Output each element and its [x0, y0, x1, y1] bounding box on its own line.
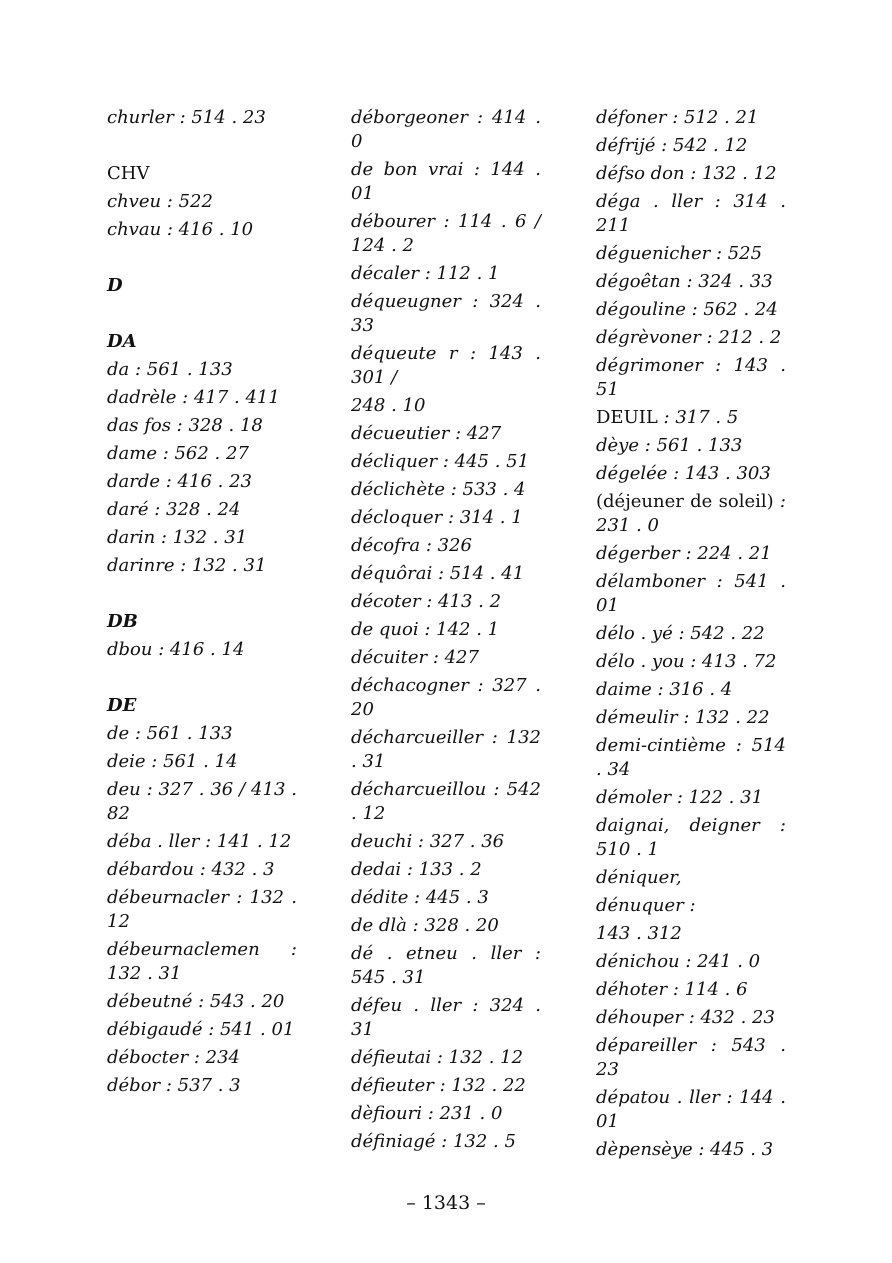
index-entry: déclichète : 533 . 4	[351, 479, 526, 500]
index-entry: décharcueiller : 132 . 31	[351, 727, 541, 772]
index-entry: dégouline : 562 . 24	[596, 299, 778, 320]
section-heading: DE	[107, 695, 137, 716]
index-entry: défieutai : 132 . 12	[351, 1047, 524, 1068]
index-entry: de bon vrai : 144 . 01	[351, 159, 541, 204]
section-spacer	[107, 302, 297, 330]
section-spacer	[107, 246, 297, 274]
index-entry: défoner : 512 . 21	[596, 107, 759, 128]
index-entry: dégerber : 224 . 21	[596, 543, 772, 564]
index-entry: daignai, deigner : 510 . 1	[596, 815, 786, 860]
entry-reference: : 231 . 0	[596, 491, 786, 536]
index-entry: 248 . 10	[351, 395, 426, 416]
index-entry: décaler : 112 . 1	[351, 263, 500, 284]
index-entry: déhoter : 114 . 6	[596, 979, 748, 1000]
index-entry: dèye : 561 . 133	[596, 435, 743, 456]
index-entry: débeutné : 543 . 20	[107, 991, 285, 1012]
index-entry: décueutier : 427	[351, 423, 502, 444]
index-entry: dégrèvoner : 212 . 2	[596, 327, 782, 348]
index-entry	[596, 406, 786, 430]
index-entry: dedai : 133 . 2	[351, 859, 482, 880]
index-entry: débeurnacler : 132 . 12	[107, 887, 297, 932]
index-entry: daré : 328 . 24	[107, 499, 241, 520]
index-entry: débeurnaclemen : 132 . 31	[107, 939, 297, 984]
index-entry: de dlà : 328 . 20	[351, 915, 499, 936]
index-entry: défieuter : 132 . 22	[351, 1075, 526, 1096]
entry-term: DEUIL	[596, 407, 658, 428]
index-entry: décloquer : 314 . 1	[351, 507, 523, 528]
index-entry: dépatou . ller : 144 . 01	[596, 1087, 786, 1132]
index-column-1	[107, 106, 297, 1102]
index-entry: dé . etneu . ller : 545 . 31	[351, 943, 541, 988]
index-entry: démoler : 122 . 31	[596, 787, 764, 808]
index-entry: défrijé : 542 . 12	[596, 135, 748, 156]
index-entry	[596, 490, 786, 538]
index-entry: dédite : 445 . 3	[351, 887, 489, 908]
index-entry: dénichou : 241 . 0	[596, 951, 761, 972]
index-entry: demi-cintième : 514 . 34	[596, 735, 786, 780]
index-entry: débor : 537 . 3	[107, 1075, 241, 1096]
index-entry: délo . yé : 542 . 22	[596, 623, 765, 644]
index-entry: délamboner : 541 . 01	[596, 571, 786, 616]
index-entry: déhouper : 432 . 23	[596, 1007, 775, 1028]
index-entry: deie : 561 . 14	[107, 751, 238, 772]
index-entry: dame : 562 . 27	[107, 443, 249, 464]
index-entry: défeu . ller : 324 . 31	[351, 995, 541, 1040]
index-column-3	[596, 106, 786, 1166]
index-entry: déquôrai : 514 . 41	[351, 563, 525, 584]
index-entry: déqueute r : 143 . 301 /	[351, 343, 541, 388]
section-spacer	[107, 582, 297, 610]
index-entry: définiagé : 132 . 5	[351, 1131, 516, 1152]
section-spacer	[107, 666, 297, 694]
entry-term: (déjeuner de soleil)	[596, 491, 774, 512]
index-entry: dépareiller : 543 . 23	[596, 1035, 786, 1080]
index-entry: darin : 132 . 31	[107, 527, 248, 548]
index-entry: déniquer,	[596, 867, 682, 888]
index-entry: déga . ller : 314 . 211	[596, 191, 786, 236]
index-entry: dèpensèye : 445 . 3	[596, 1139, 774, 1160]
index-entry: dégelée : 143 . 303	[596, 463, 771, 484]
index-entry: délo . you : 413 . 72	[596, 651, 777, 672]
index-entry: démeulir : 132 . 22	[596, 707, 770, 728]
index-entry: décofra : 326	[351, 535, 472, 556]
index-entry: deu : 327 . 36 / 413 . 82	[107, 779, 297, 824]
index-entry: darde : 416 . 23	[107, 471, 252, 492]
index-entry: dégoêtan : 324 . 33	[596, 271, 773, 292]
index-entry: déguenicher : 525	[596, 243, 763, 264]
index-entry: churler : 514 . 23	[107, 107, 266, 128]
index-entry: das fos : 328 . 18	[107, 415, 263, 436]
index-entry: déchacogner : 327 . 20	[351, 675, 541, 720]
index-entry: dénuquer :	[596, 895, 696, 916]
entry-reference: : 317 . 5	[657, 407, 739, 428]
index-entry: da : 561 . 133	[107, 359, 233, 380]
index-entry: déba . ller : 141 . 12	[107, 831, 292, 852]
index-entry: 143 . 312	[596, 923, 682, 944]
section-heading: CHV	[107, 163, 150, 184]
index-entry: décliquer : 445 . 51	[351, 451, 530, 472]
index-entry: décharcueillou : 542 . 12	[351, 779, 541, 824]
index-entry: débourer : 114 . 6 / 124 . 2	[351, 211, 541, 256]
index-entry: décoter : 413 . 2	[351, 591, 502, 612]
index-entry: déqueugner : 324 . 33	[351, 291, 541, 336]
index-entry: dbou : 416 . 14	[107, 639, 245, 660]
index-entry: chveu : 522	[107, 191, 213, 212]
section-heading: DB	[107, 611, 138, 632]
section-heading: DA	[107, 331, 137, 352]
index-entry: dadrèle : 417 . 411	[107, 387, 280, 408]
index-entry: dèfiouri : 231 . 0	[351, 1103, 503, 1124]
index-entry: débocter : 234	[107, 1047, 240, 1068]
section-spacer	[107, 134, 297, 162]
index-entry: darinre : 132 . 31	[107, 555, 267, 576]
index-entry: décuiter : 427	[351, 647, 479, 668]
index-entry: de quoi : 142 . 1	[351, 619, 500, 640]
index-entry: dégrimoner : 143 . 51	[596, 355, 786, 400]
index-entry: chvau : 416 . 10	[107, 219, 254, 240]
page-number: – 1343 –	[406, 1192, 486, 1214]
index-column-2	[351, 106, 541, 1158]
index-entry: débigaudé : 541 . 01	[107, 1019, 295, 1040]
index-entry: défso don : 132 . 12	[596, 163, 777, 184]
index-entry: deuchi : 327 . 36	[351, 831, 505, 852]
index-entry: de : 561 . 133	[107, 723, 233, 744]
section-heading: D	[107, 275, 123, 296]
index-entry: débardou : 432 . 3	[107, 859, 275, 880]
index-entry: déborgeoner : 414 . 0	[351, 107, 541, 152]
index-entry: daime : 316 . 4	[596, 679, 733, 700]
